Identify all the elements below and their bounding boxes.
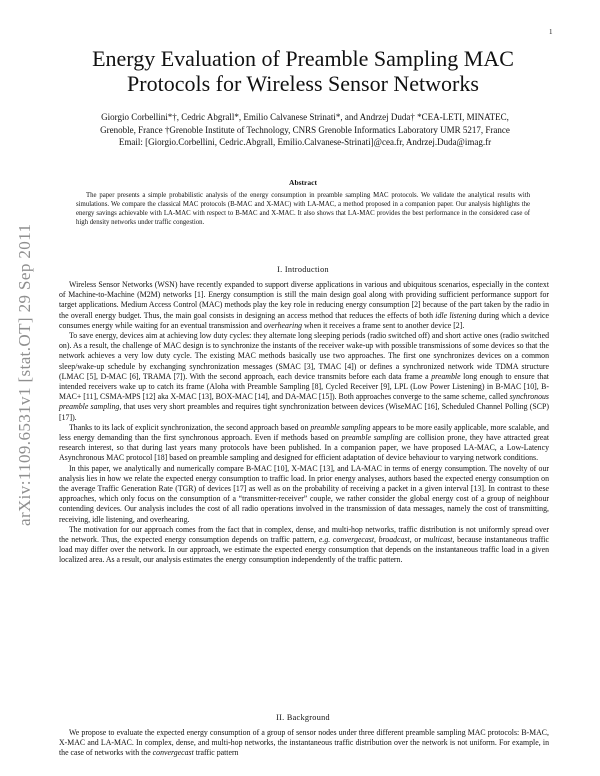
abstract-heading: Abstract (289, 178, 317, 187)
author-email-line: Email: [Giorgio.Corbellini, Cedric.Abgrall, Emilio.Calvanese-Strinati]@cea.fr, Andrzej.Duda@imag.fr (118, 137, 492, 147)
intro-paragraph-2: To save energy, devices aim at achieving low duty cycles: they alternate long sleeping periods (radio switched off) and short active ones (radio switched on). As a result, the challenge of MAC design is to synchronize the instants of the receiver wake-up with possible transmissions of some devices so that the network achieves a very low duty cycle. The existing MAC methods basically use two approaches. The first one synchronizes devices on a common sleep/wake-up schedule by exchanging synchronization messages (SMAC [3], TMAC [4]) or defines a synchronized network wide TDMA structure (LMAC [5], D-MAC [6], TRAMA [7]). With the second approach, each device transmits before each data frame a preamble long enough to ensure that intended receivers wake up to catch its frame (Aloha with Preamble Sampling [8], Cycled Receiver [9], LPL (Low Power Listening) in B-MAC [10], B-MAC+ [11], CSMA-MPS [12] aka X-MAC [13], BOX-MAC [14], and DA-MAC [15]). Both approaches converge to the same scheme, called synchronous preamble sampling, that uses very short preambles and requires tight synchronization between devices (WiseMAC [16], Scheduled Channel Polling (SCP) [17]). (59, 331, 549, 422)
section-heading-background: II. Background (276, 713, 330, 722)
intro-paragraph-4: In this paper, we analytically and numerically compare B-MAC [10], X-MAC [13], and LA-MAC in terms of energy consumption. The novelty of our analysis lies in how we relate the expected energy consumption to traffic load. In prior energy analyses, authors based the expected energy consumption on the average Traffic Generation Rate (TGR) of devices [17] as well as on the probability of receiving a packet in a given interval [13]. In contrast to these approaches, which only focus on the consumption of a “transmitter-receiver” couple, we rather consider the global energy cost of a group of neighbour contending devices. Our analysis includes the cost of all radio operations involved in the transmission of data messages, namely the cost of transmitting, receiving, idle listening, and overhearing. (59, 463, 549, 524)
page-number: 1 (549, 28, 553, 36)
background-paragraph-1: We propose to evaluate the expected energy consumption of a group of sensor nodes under three different preamble sampling MAC protocols: B-MAC, X-MAC and LA-MAC. In complex, dense, and multi-hop networks, the instantaneous traffic distribution over the network is not uniform. For example, in the case of networks with the convergecast traffic pattern (59, 728, 549, 758)
intro-paragraph-5: The motivation for our approach comes from the fact that in complex, dense, and multi-hop networks, traffic distribution is not uniformly spread over the network. Thus, the expected energy consumption depends on traffic pattern, e.g. convergecast, broadcast, or multicast, because instantaneous traffic load may differ over the network. In our approach, we estimate the expected energy consumption that depends on the instantaneous traffic load in a given localized area. As a result, our analysis estimates the energy consumption independently of the traffic pattern. (59, 524, 549, 565)
arxiv-identifier: arXiv:1109.6531v1 [stat.OT] 29 Sep 2011 (15, 223, 34, 526)
abstract-text: The paper presents a simple probabilistic analysis of the energy consumption in preamble sampling MAC protocols. We validate the analytical results with simulations. We compare the classical MAC protocols (B-MAC and X-MAC) with LA-MAC, a method proposed in a companion paper. Our analysis highlights the energy savings achievable with LA-MAC with respect to B-MAC and X-MAC. It also shows that LA-MAC provides the best performance in the considered case of high density networks under traffic congestion. (76, 192, 530, 226)
background-body (59, 728, 549, 759)
intro-paragraph-1: Wireless Sensor Networks (WSN) have recently expanded to support diverse applications in various and ubiquitous scenarios, especially in the context of Machine-to-Machine (M2M) networks [1]. Energy consumption is still the main design goal along with providing sufficient performance support for target applications. Medium Access Control (MAC) methods play the key role in reducing energy consumption [2] because of the part taken by the radio in the overall energy budget. Thus, the main goal consists in designing an access method that reduces the effects of both idle listening during which a device consumes energy while waiting for an eventual transmission and overhearing when it receives a frame sent to another device [2]. (59, 280, 549, 330)
author-line-2: Grenoble, France †Grenoble Institute of Technology, CNRS Grenoble Informatics Laboratory UMR 5217, France (100, 124, 510, 135)
paper-title: Energy Evaluation of Preamble Sampling MAC Protocols for Wireless Sensor Networks (92, 46, 514, 96)
author-line-1: Giorgio Corbellini*†, Cedric Abgrall*, Emilio Calvanese Strinati*, and Andrzej Duda† *CEA-LETI, MINATEC, (101, 112, 509, 122)
intro-paragraph-3: Thanks to its lack of explicit synchronization, the second approach based on preamble sampling appears to be more easily applicable, more scalable, and less energy demanding than the first synchronous approach. Even if methods based on preamble sampling are collision prone, they have attracted great research interest, so that during last years many protocols have been published. In a companion paper, we have proposed LA-MAC, a Low-Latency Asynchronous MAC protocol [18] based on preamble sampling and designed for efficient adaptation of device behaviour to varying network conditions. (59, 422, 550, 463)
author-block (55, 111, 555, 149)
section-heading-introduction: I. Introduction (277, 265, 329, 274)
introduction-body (59, 280, 549, 566)
